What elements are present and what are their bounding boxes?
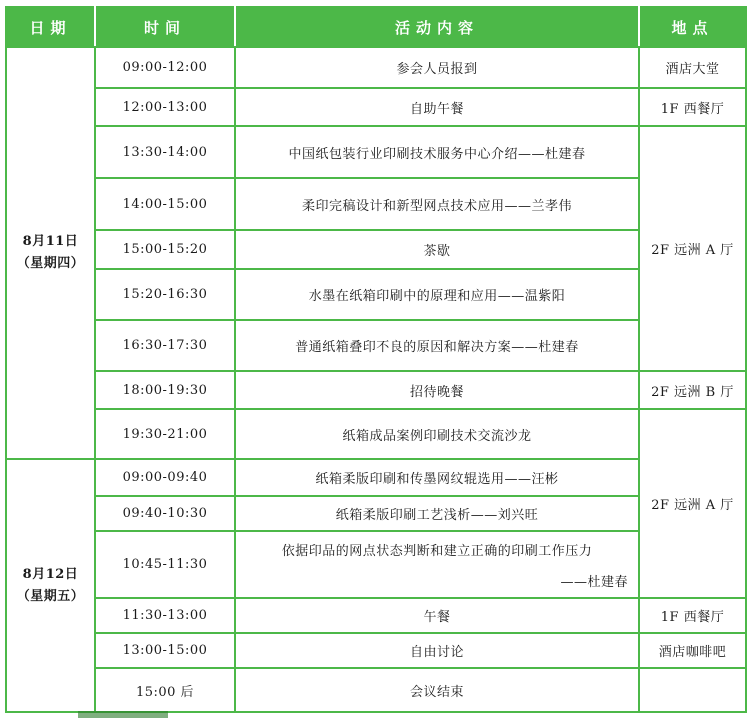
activity-cell: 纸箱成品案例印刷技术交流沙龙 [235,409,639,459]
table-row [6,496,746,531]
activity-cell: 招待晚餐 [235,371,639,409]
table-row [6,126,746,178]
activity-cell: 水墨在纸箱印刷中的原理和应用——温紫阳 [235,269,639,320]
time-cell: 09:40-10:30 [95,496,235,531]
table-row [6,320,746,371]
activity-cell: 纸箱柔版印刷和传墨网纹辊选用——汪彬 [235,459,639,496]
activity-line1: 依据印品的网点状态判断和建立正确的印刷工作压力 [281,543,593,559]
header-time: 时间 [95,7,235,47]
activity-cell: 自助午餐 [235,88,639,126]
table-row [6,668,746,712]
activity-cell [235,531,639,598]
time-cell: 16:30-17:30 [95,320,235,371]
table-row [6,633,746,668]
header-row [6,7,746,47]
location-cell-empty [639,668,746,712]
table-row [6,230,746,269]
location-cell: 1F 西餐厅 [639,88,746,126]
day-weekday: （星期五） [16,588,85,604]
day-date: 8月11日 [22,234,79,249]
location-cell: 1F 西餐厅 [639,598,746,633]
time-cell: 18:00-19:30 [95,371,235,409]
activity-cell: 参会人员报到 [235,47,639,88]
table-row [6,47,746,88]
table-row [6,178,746,230]
table-row [6,531,746,598]
schedule-table [5,6,747,713]
activity-cell: 茶歇 [235,230,639,269]
activity-cell: 中国纸包装行业印刷技术服务中心介绍——杜建春 [235,126,639,178]
activity-cell: 午餐 [235,598,639,633]
table-row [6,409,746,459]
activity-cell: 纸箱柔版印刷工艺浅析——刘兴旺 [235,496,639,531]
header-date: 日期 [6,7,95,47]
time-cell: 19:30-21:00 [95,409,235,459]
time-cell: 15:20-16:30 [95,269,235,320]
time-cell: 15:00 后 [95,668,235,712]
time-cell: 15:00-15:20 [95,230,235,269]
activity-cell: 柔印完稿设计和新型网点技术应用——兰孝伟 [235,178,639,230]
time-cell: 13:30-14:00 [95,126,235,178]
day-date: 8月12日 [22,566,79,582]
day-weekday: （星期四） [16,256,85,271]
header-location: 地点 [639,7,746,47]
table-row [6,598,746,633]
cropped-footer-fragment [78,711,168,718]
time-cell: 09:00-12:00 [95,47,235,88]
activity-cell: 自由讨论 [235,633,639,668]
location-cell: 酒店咖啡吧 [639,633,746,668]
activity-line2: ——杜建春 [560,574,628,590]
time-cell: 12:00-13:00 [95,88,235,126]
location-cell: 2F 远洲 A 厅 [639,409,746,598]
time-cell: 11:30-13:00 [95,598,235,633]
location-cell: 2F 远洲 A 厅 [639,126,746,371]
header-activity: 活动内容 [235,7,639,47]
time-cell: 10:45-11:30 [95,531,235,598]
day-cell [6,47,95,459]
table-row [6,459,746,496]
table-row [6,371,746,409]
table-row [6,269,746,320]
time-cell: 13:00-15:00 [95,633,235,668]
activity-cell: 普通纸箱叠印不良的原因和解决方案——杜建春 [235,320,639,371]
location-cell: 酒店大堂 [639,47,746,88]
table-row [6,88,746,126]
time-cell: 14:00-15:00 [95,178,235,230]
location-cell: 2F 远洲 B 厅 [639,371,746,409]
time-cell: 09:00-09:40 [95,459,235,496]
activity-cell: 会议结束 [235,668,639,712]
day-cell [6,459,95,712]
